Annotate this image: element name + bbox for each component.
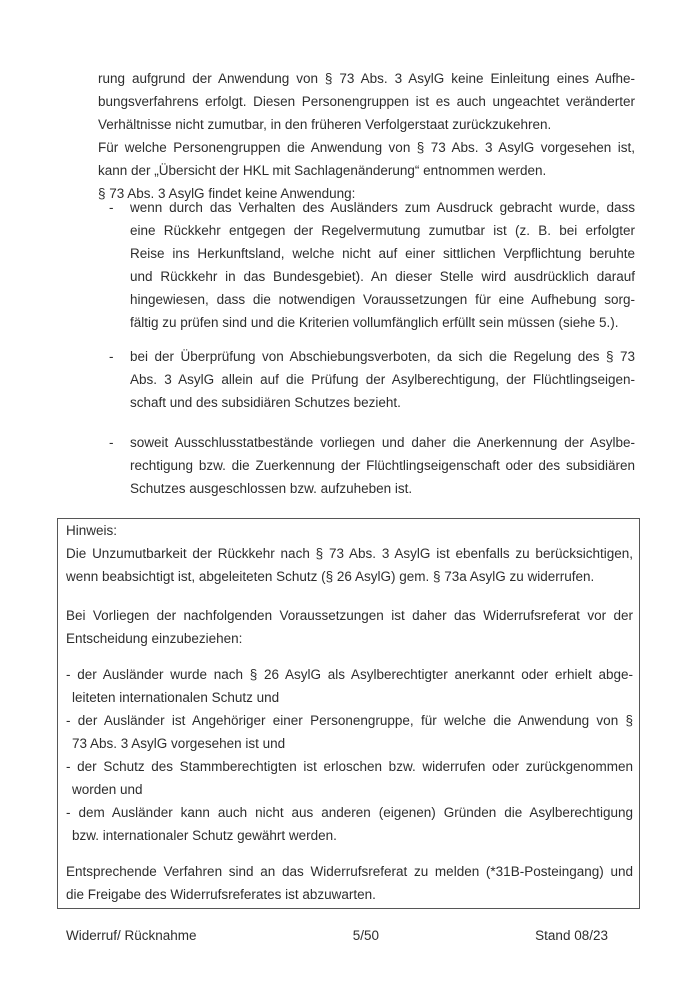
footer-page-number: 5/50 (352, 928, 379, 943)
condition-dash: - (66, 713, 71, 728)
text-line: Verhältnisse nicht zumutbar, in den früheren Verfolgerstaat zurückzukehren. (98, 117, 552, 132)
text-line: Für welche Personengruppen die Anwendung von § 73 Abs. 3 AsylG vorgesehen ist, (98, 140, 635, 155)
condition-line (66, 663, 633, 686)
bullet-dash: - (109, 200, 114, 215)
text-line: Entscheidung einzubeziehen: (66, 631, 243, 646)
text-line: § 73 Abs. 3 AsylG findet keine Anwendung: (98, 186, 356, 201)
text-line: wenn durch das Verhalten des Ausländers zum Ausdruck gebracht wurde, dass (130, 200, 635, 215)
text-line: eine Rückkehr entgegen der Regelvermutung zumutbar ist (z. B. bei erfolgter (130, 223, 635, 238)
text-line: rung aufgrund der Anwendung von § 73 Abs. 3 AsylG keine Einleitung eines Aufhe- (98, 71, 635, 86)
text-line: schaft und des subsidiären Schutzes bezieht. (130, 395, 401, 410)
condition-text: dem Ausländer kann auch nicht aus anderen (eigenen) Gründen die Asylberechtigung (78, 805, 633, 820)
text-line: fältig zu prüfen sind und die Kriterien vollumfänglich erfüllt sein müssen (siehe 5.). (130, 315, 619, 330)
text-line: Die Unzumutbarkeit der Rückkehr nach § 73 Abs. 3 AsylG ist ebenfalls zu berücksichtigen, (66, 546, 633, 561)
bullet-item (109, 196, 635, 334)
intro-paragraph (98, 67, 635, 205)
condition-line: worden und (72, 782, 143, 797)
text-line: und Rückkehr in das Bundesgebiet). An dieser Stelle wird ausdrücklich darauf (130, 269, 635, 284)
hinweis-box (57, 518, 640, 909)
bullet-item (109, 345, 635, 414)
bullet-dash: - (109, 435, 114, 450)
condition-dash: - (66, 667, 71, 682)
text-line: die Freigabe des Widerrufsreferates ist abzuwarten. (66, 887, 376, 902)
condition-line (66, 801, 633, 824)
text-line: bungsverfahrens erfolgt. Diesen Personengruppen ist es auch ungeachtet veränderter (98, 94, 635, 109)
page-footer (66, 927, 608, 945)
condition-text: der Ausländer ist Angehöriger einer Personengruppe, für welche die Anwendung von § (77, 713, 633, 728)
text-line: Reise ins Herkunftsland, welche nicht auf einer sittlichen Verpflichtung beruhte (130, 246, 635, 261)
text-line: Abs. 3 AsylG allein auf die Prüfung der Asylberechtigung, der Flüchtlingseigen- (130, 372, 635, 387)
text-line: Schutzes ausgeschlossen bzw. aufzuheben ist. (130, 481, 413, 496)
condition-line: 73 Abs. 3 AsylG vorgesehen ist und (72, 736, 286, 751)
text-line: rechtigung bzw. die Zuerkennung der Flüchtlingseigenschaft oder des subsidiären (130, 458, 635, 473)
condition-dash: - (66, 805, 71, 820)
text-line: Entsprechende Verfahren sind an das Widerrufsreferat zu melden (*31B-Posteingang) und (66, 864, 633, 879)
footer-version: Stand 08/23 (535, 928, 608, 943)
condition-dash: - (66, 759, 71, 774)
text-line: kann der „Übersicht der HKL mit Sachlagenänderung“ entnommen werden. (98, 163, 547, 178)
bullet-item (109, 431, 635, 500)
text-line: wenn beabsichtigt ist, abgeleiteten Schutz (§ 26 AsylG) gem. § 73a AsylG zu widerrufen. (66, 569, 595, 584)
condition-line (66, 755, 633, 778)
text-line: Bei Vorliegen der nachfolgenden Voraussetzungen ist daher das Widerrufsreferat vor der (66, 608, 633, 623)
footer-doc-title: Widerruf/ Rücknahme (66, 928, 197, 943)
condition-line (66, 709, 633, 732)
condition-text: der Schutz des Stammberechtigten ist erloschen bzw. widerrufen oder zurückgenommen (77, 759, 633, 774)
condition-line: leiteten internationalen Schutz und (72, 690, 280, 705)
condition-text: der Ausländer wurde nach § 26 AsylG als Asylberechtigter anerkannt oder erhielt abge- (77, 667, 633, 682)
text-line: soweit Ausschlusstatbestände vorliegen und daher die Anerkennung der Asylbe- (130, 435, 635, 450)
text-line: hingewiesen, dass die notwendigen Voraussetzungen für eine Aufhebung sorg- (130, 292, 635, 307)
condition-line: bzw. internationaler Schutz gewährt werden. (72, 828, 337, 843)
text-line: bei der Überprüfung von Abschiebungsverboten, da sich die Regelung des § 73 (130, 349, 635, 364)
hinweis-title: Hinweis: (66, 523, 118, 538)
bullet-dash: - (109, 349, 114, 364)
